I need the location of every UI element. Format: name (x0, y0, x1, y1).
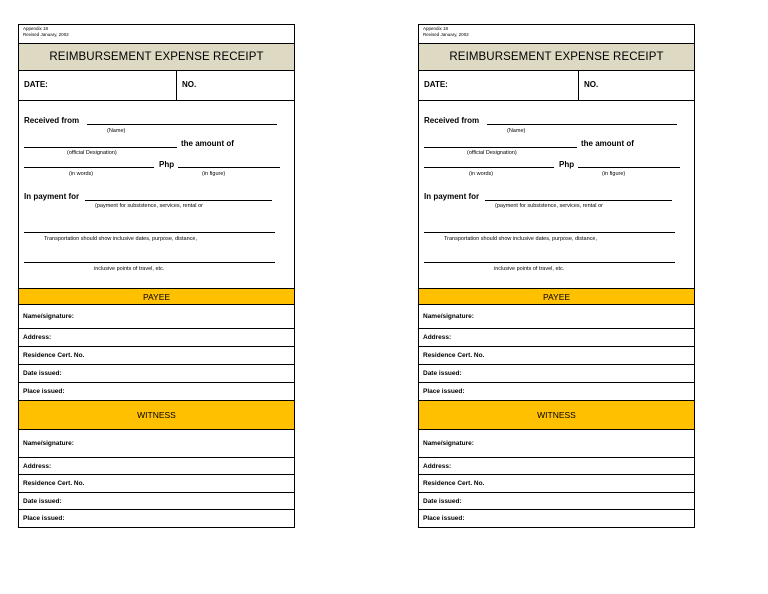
transport-caption: Transportation should show inclusive dates, purpose, distance, (444, 236, 597, 242)
name-caption: (Name) (507, 128, 526, 134)
amount-words-line[interactable] (24, 167, 154, 168)
amount-figure-line[interactable] (178, 167, 280, 168)
payment-caption: (payment for subsistence, services, rental or (95, 203, 203, 209)
date-row (419, 71, 694, 101)
in-words-caption: (in words) (469, 171, 494, 177)
amount-figure-line[interactable] (578, 167, 680, 168)
received-from-label: Received from (424, 116, 480, 125)
witness-name-signature[interactable]: Name/signature: (419, 430, 694, 458)
payee-date-issued[interactable]: Date issued: (19, 365, 294, 383)
received-from-line[interactable] (487, 124, 677, 125)
transport-line[interactable] (424, 232, 675, 233)
number-label[interactable]: NO. (182, 80, 197, 89)
witness-place-issued[interactable]: Place issued: (423, 515, 465, 522)
revision-date: Revised January, 2002 (423, 31, 469, 37)
revision-date: Revised January, 2002 (23, 31, 69, 37)
receipt-body (19, 101, 294, 289)
number-label[interactable]: NO. (584, 80, 599, 89)
amount-of-label: the amount of (581, 139, 634, 148)
witness-address[interactable]: Address: (419, 458, 694, 475)
witness-header: WITNESS (19, 401, 294, 430)
payment-for-line[interactable] (485, 200, 672, 201)
points-line[interactable] (24, 262, 275, 263)
witness-place-issued[interactable]: Place issued: (23, 515, 65, 522)
transport-caption: Transportation should show inclusive dates, purpose, distance, (44, 236, 197, 242)
points-line[interactable] (424, 262, 675, 263)
witness-name-signature[interactable]: Name/signature: (19, 430, 294, 458)
payee-address[interactable]: Address: (419, 329, 694, 347)
in-payment-for-label: In payment for (424, 192, 480, 201)
date-label[interactable]: DATE: (19, 71, 177, 100)
in-figure-caption: (in figure) (602, 171, 626, 177)
appendix-number: Appendix 18 (23, 26, 49, 31)
form-title: REIMBURSEMENT EXPENSE RECEIPT (19, 44, 294, 71)
witness-residence-cert[interactable]: Residence Cert. No. (419, 475, 694, 493)
received-from-line[interactable] (87, 124, 277, 125)
amount-of-label: the amount of (181, 139, 234, 148)
witness-header: WITNESS (419, 401, 694, 430)
appendix-note (419, 25, 694, 44)
witness-residence-cert[interactable]: Residence Cert. No. (19, 475, 294, 493)
designation-line[interactable] (24, 147, 177, 148)
payment-caption: (payment for subsistence, services, rental or (495, 203, 603, 209)
designation-caption: (official Designation) (67, 150, 117, 156)
name-caption: (Name) (107, 128, 126, 134)
payee-header: PAYEE (419, 289, 694, 305)
payee-residence-cert[interactable]: Residence Cert. No. (419, 347, 694, 365)
received-from-label: Received from (24, 116, 80, 125)
date-label[interactable]: DATE: (419, 71, 579, 100)
payee-address[interactable]: Address: (19, 329, 294, 347)
amount-words-line[interactable] (424, 167, 554, 168)
transport-line[interactable] (24, 232, 275, 233)
payment-for-line[interactable] (85, 200, 272, 201)
payee-name-signature[interactable]: Name/signature: (19, 305, 294, 329)
appendix-number: Appendix 18 (423, 26, 449, 31)
payee-residence-cert[interactable]: Residence Cert. No. (19, 347, 294, 365)
receipt-form-right (418, 24, 695, 528)
receipt-body (419, 101, 694, 289)
witness-date-issued[interactable]: Date issued: (419, 493, 694, 510)
designation-caption: (official Designation) (467, 150, 517, 156)
payee-date-issued[interactable]: Date issued: (419, 365, 694, 383)
in-figure-caption: (in figure) (202, 171, 226, 177)
form-title: REIMBURSEMENT EXPENSE RECEIPT (419, 44, 694, 71)
points-caption: inclusive points of travel, etc. (94, 266, 165, 272)
points-caption: inclusive points of travel, etc. (494, 266, 565, 272)
php-label: Php (159, 160, 175, 169)
payee-place-issued[interactable]: Place issued: (19, 383, 294, 401)
php-label: Php (559, 160, 575, 169)
payee-header: PAYEE (19, 289, 294, 305)
receipt-form-left (18, 24, 295, 528)
payee-place-issued[interactable]: Place issued: (419, 383, 694, 401)
witness-address[interactable]: Address: (19, 458, 294, 475)
designation-line[interactable] (424, 147, 577, 148)
witness-date-issued[interactable]: Date issued: (19, 493, 294, 510)
in-words-caption: (in words) (69, 171, 94, 177)
payee-name-signature[interactable]: Name/signature: (419, 305, 694, 329)
date-row (19, 71, 294, 101)
appendix-note (19, 25, 294, 44)
in-payment-for-label: In payment for (24, 192, 80, 201)
